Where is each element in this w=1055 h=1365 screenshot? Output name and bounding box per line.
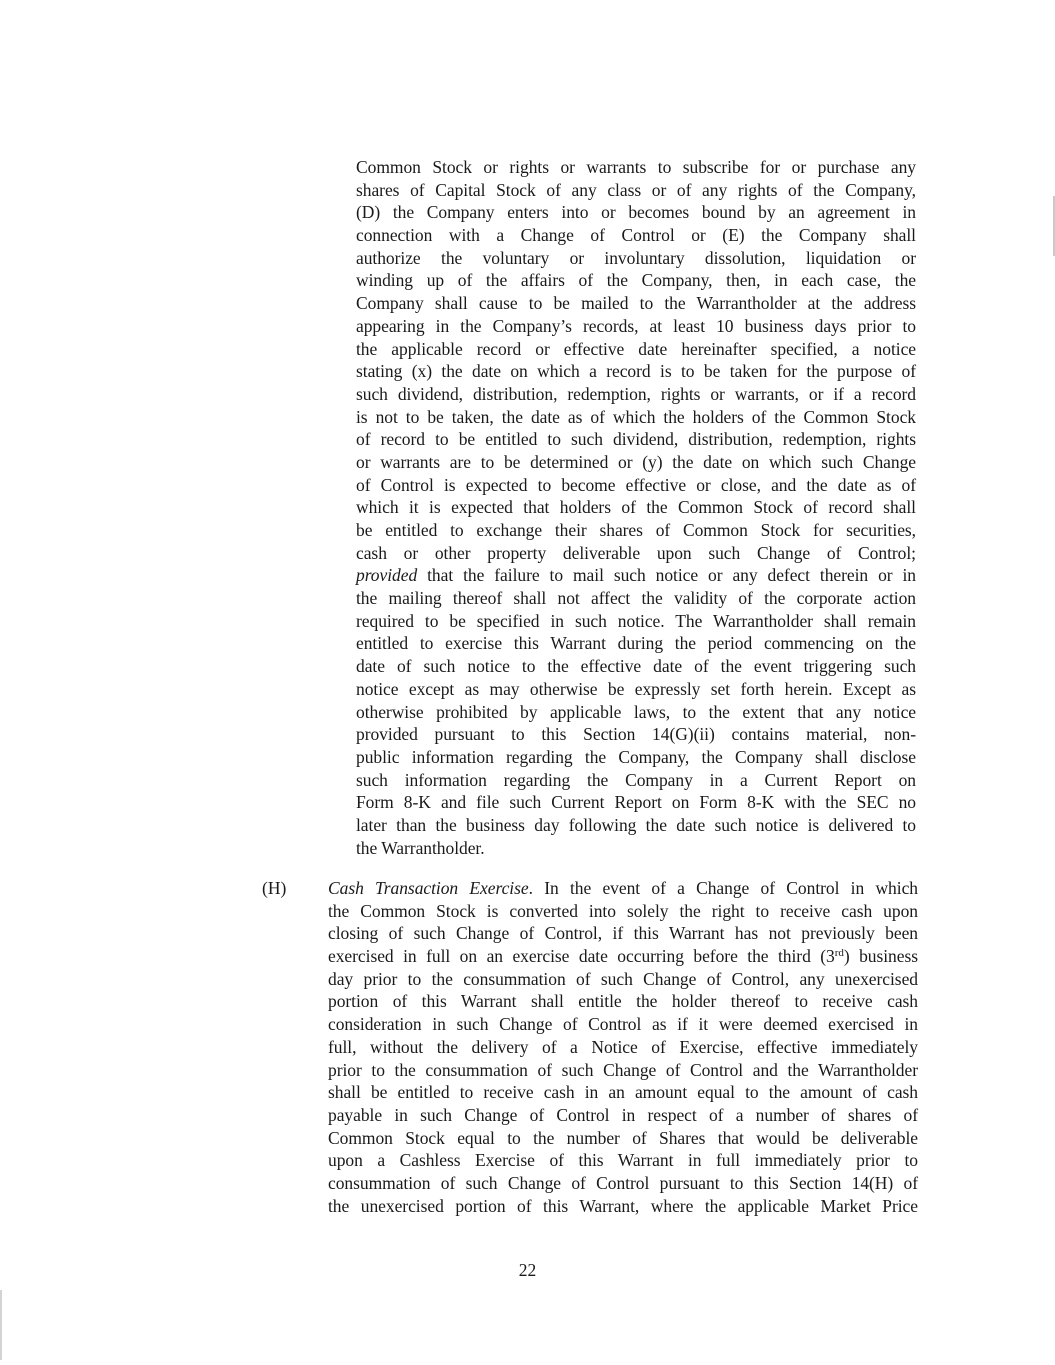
paragraph-h-marker: (H) — [262, 878, 287, 898]
text-line: prior to the consummation of such Change of Control and the Warrantholder — [328, 1059, 918, 1080]
text-line: the mailing thereof shall not affect the validity of the corporate action — [356, 588, 916, 609]
text-line: such information regarding the Company in a Current Report on — [356, 769, 916, 790]
text-line: payable in such Change of Control in respect of a number of shares of — [328, 1104, 918, 1125]
text-line: cash or other property deliverable upon such Change of Control; — [356, 542, 916, 563]
text-segment: ) business — [843, 946, 919, 967]
text-line: Common Stock equal to the number of Shares that would be deliverable — [328, 1127, 918, 1148]
text-line: (D) the Company enters into or becomes bound by an agreement in — [356, 202, 916, 223]
text-line: Company shall cause to be mailed to the Warrantholder at the address — [356, 293, 916, 314]
text-line-provided — [356, 564, 916, 587]
text-line: the Warrantholder. — [356, 837, 485, 858]
text-line: shall be entitled to receive cash in an amount equal to the amount of cash — [328, 1082, 918, 1103]
text-line: stating (x) the date on which a record is to be taken for the purpose of — [356, 361, 916, 382]
text-line: the applicable record or effective date hereinafter specified, a notice — [356, 338, 916, 359]
text-line: of record to be entitled to such dividend, distribution, redemption, rights — [356, 429, 916, 450]
text-line: upon a Cashless Exercise of this Warrant in full immediately prior to — [328, 1150, 918, 1171]
text-line: required to be specified in such notice. The Warrantholder shall remain — [356, 610, 916, 631]
paragraph-h — [328, 877, 918, 1217]
text-line: which it is expected that holders of the Common Stock of record shall — [356, 497, 916, 518]
text-segment: exercised in full on an exercise date occurring before the third (3 — [328, 946, 835, 967]
provided-italic: provided — [356, 565, 418, 586]
text-line: authorize the voluntary or involuntary dissolution, liquidation or — [356, 247, 916, 268]
text-line: consideration in such Change of Control as if it were deemed exercised in — [328, 1014, 918, 1035]
text-line: is not to be taken, the date as of which the holders of the Common Stock — [356, 406, 916, 427]
text-line: appearing in the Company’s records, at least 10 business days prior to — [356, 315, 916, 336]
text-line-ordinal — [328, 945, 918, 968]
text-line: be entitled to exchange their shares of Common Stock for securities, — [356, 520, 916, 540]
scan-edge-mark — [0, 1290, 2, 1360]
text-line-rest: . In the event of a Change of Control in which — [528, 878, 918, 898]
text-line: date of such notice to the effective date of the event triggering such — [356, 656, 916, 677]
paragraph-h-heading: Cash Transaction Exercise — [328, 878, 529, 898]
text-line-heading — [328, 877, 918, 900]
text-line: connection with a Change of Control or (E) the Company shall — [356, 225, 916, 246]
page-number: 22 — [518, 1260, 537, 1280]
text-line: or warrants are to be determined or (y) the date on which such Change — [356, 451, 916, 472]
paragraph-g-continuation — [356, 156, 916, 859]
text-line: day prior to the consummation of such Change of Control, any unexercised — [328, 968, 918, 989]
text-line: consummation of such Change of Control pursuant to this Section 14(H) of — [328, 1172, 918, 1193]
text-line: such dividend, distribution, redemption, rights or warrants, or if a record — [356, 383, 916, 404]
text-line: the unexercised portion of this Warrant, where the applicable Market Price — [328, 1195, 918, 1216]
text-line-rest: that the failure to mail such notice or any defect therein or in — [427, 565, 916, 586]
text-line: provided pursuant to this Section 14(G)(ii) contains material, non- — [356, 724, 916, 745]
text-line: Common Stock or rights or warrants to subscribe for or purchase any — [356, 157, 916, 177]
ordinal-superscript: rd — [834, 947, 844, 960]
text-line: portion of this Warrant shall entitle the holder thereof to receive cash — [328, 991, 918, 1012]
text-line: full, without the delivery of a Notice of Exercise, effective immediately — [328, 1036, 918, 1057]
text-line: Form 8-K and file such Current Report on Form 8-K with the SEC no — [356, 792, 916, 813]
text-line: entitled to exercise this Warrant during the period commencing on the — [356, 633, 916, 654]
text-line: otherwise prohibited by applicable laws, to the extent that any notice — [356, 701, 916, 722]
text-line: of Control is expected to become effective or close, and the date as of — [356, 474, 916, 495]
text-line: winding up of the affairs of the Company, then, in each case, the — [356, 270, 916, 291]
text-line: shares of Capital Stock of any class or of any rights of the Company, — [356, 179, 916, 200]
text-line: public information regarding the Company, the Company shall disclose — [356, 746, 916, 767]
text-line: the Common Stock is converted into solely the right to receive cash upon — [328, 900, 918, 921]
text-line: notice except as may otherwise be expressly set forth herein. Except as — [356, 678, 916, 699]
text-line: closing of such Change of Control, if this Warrant has not previously been — [328, 923, 918, 944]
text-line: later than the business day following the date such notice is delivered to — [356, 814, 916, 835]
